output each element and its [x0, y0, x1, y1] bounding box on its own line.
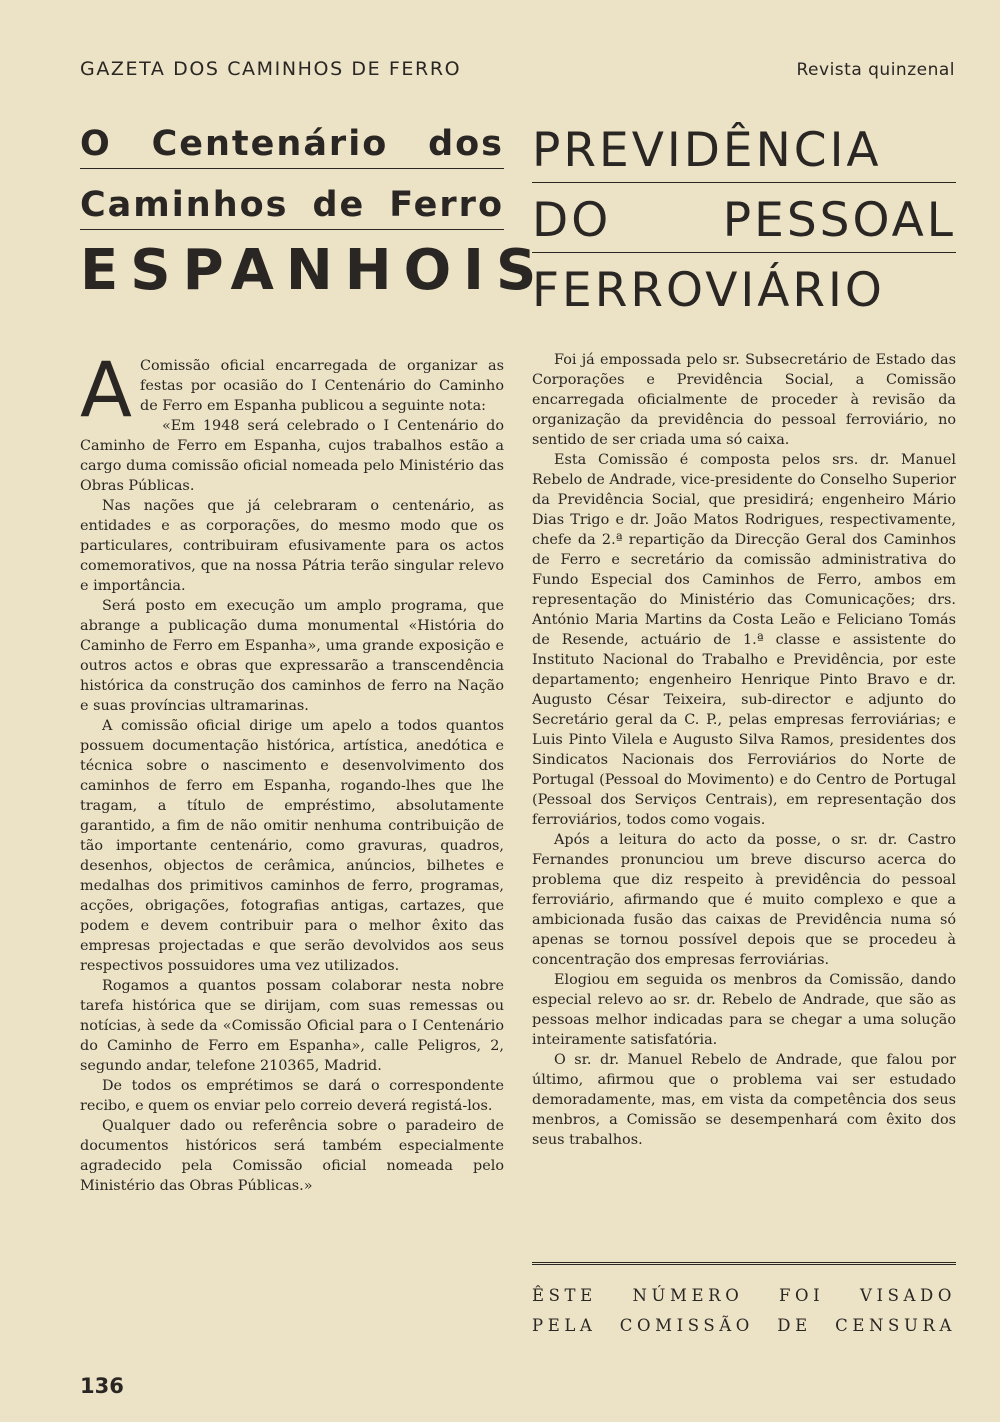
right-title-line1: PREVIDÊNCIA [532, 122, 956, 183]
censorship-line2: PELA COMISSÃO DE CENSURA [532, 1316, 956, 1335]
left-article-body [80, 345, 504, 1196]
left-title-line1: O Centenário dos [80, 122, 504, 169]
left-paragraph: «Em 1948 será celebrado o I Centenário do Caminho de Ferro em Espanha, cujos trabalhos estão a cargo duma comissão oficial nomeada pelo Ministério das Obras Públicas. [80, 418, 504, 494]
censorship-line1: ÊSTE NÚMERO FOI VISADO [532, 1286, 956, 1305]
running-head [80, 58, 955, 80]
drop-cap: A [80, 345, 132, 434]
right-paragraph: Elogiou em seguida os menbros da Comissão, dando especial relevo ao sr. dr. Rebelo de Andrade, que são as pessoas melhor indicadas para se chegar a uma solução inteiramente satisfatória. [532, 972, 956, 1048]
right-paragraph: O sr. dr. Manuel Rebelo de Andrade, que falou por último, afirmou que o problema vai ser estudado demoradamente, mas, em vista da competência dos seus menbros, a Comissão se desempenhará com êxito dos seus trabalhos. [532, 1052, 956, 1148]
left-paragraph: A comissão oficial dirige um apelo a todos quantos possuem documentação histórica, artística, anedótica e técnica sobre o nascimento e desenvolvimento dos caminhos de ferro em Espanha, rogando-lhes que lhe tragam, a título de empréstimo, absolutamente garantido, a fim de não omitir nenhuma contribuição de tão importante centenário, como gravuras, quadros, desenhos, objectos de cerâmica, anúncios, bilhetes e medalhas dos primitivos caminhos de ferro, programas, acções, obrigações, fotografias antigas, cartazes, que podem e devem contribuir para o melhor êxito das empresas projectadas e que serão devolvidos aos seus respectivos possuidores uma vez utilizados. [80, 718, 504, 974]
left-paragraph: Nas nações que já celebraram o centenário, as entidades e as corporações, do mesmo modo que os particulares, contribuiram efusivamente para os actos comemorativos, que na nossa Pátria terão singular relevo e importância. [80, 498, 504, 594]
left-paragraph: Rogamos a quantos possam colaborar nesta nobre tarefa histórica que se dirijam, com suas remessas ou notícias, à sede da «Comissão Oficial para o I Centenário do Caminho de Ferro em Espanha», calle Peligros, 2, segundo andar, telefone 210365, Madrid. [80, 978, 504, 1074]
issue-type: Revista quinzenal [796, 60, 955, 80]
left-paragraph: Qualquer dado ou referência sobre o paradeiro de documentos históricos será também especialmente agradecido pela Comissão oficial nomeada pelo Ministério das Obras Públicas.» [80, 1118, 504, 1194]
right-article-title [532, 122, 956, 331]
right-paragraph: Foi já empossada pelo sr. Subsecretário de Estado das Corporações e Previdência Social, a Comissão encarregada oficialmente de proceder à revisão da organização da previdência do pessoal ferroviário, no sentido de ser criada uma só caixa. [532, 352, 956, 448]
right-paragraph: Esta Comissão é composta pelos srs. dr. Manuel Rebelo de Andrade, vice-presidente do Conselho Superior da Previdência Social, que presidirá; engenheiro Mário Dias Trigo e dr. João Matos Rodrigues, respectivamente, chefe da 2.ª repartição da Direcção Geral dos Caminhos de Ferro e secretário da comissão administrativa do Fundo Especial dos Caminhos de Ferro, ambos em representação do Ministério das Comunicações; drs. António Maria Martins da Costa Leão e Feliciano Tomás de Resende, actuário de 1.ª classe e assistente do Instituto Nacional do Trabalho e Previdência, por este departamento; engenheiro Henrique Pinto Bravo e dr. Augusto César Teixeira, sub-director e adjunto do Secretário geral da C. P., pelas empresas ferroviárias; e Luis Pinto Vilela e Augusto Silva Ramos, presidentes dos Sindicatos Nacionais dos Ferroviários do Norte de Portugal (Pessoal do Movimento) e do Centro de Portugal (Pessoal dos Serviços Centrais), em representação dos ferroviários, todos como vogais. [532, 452, 956, 828]
left-article-title [80, 122, 549, 303]
left-paragraph: De todos os emprétimos se dará o correspondente recibo, e quem os enviar pelo correio deverá registá-los. [80, 1078, 504, 1114]
left-paragraph-text: Comissão oficial encarregada de organizar as festas por ocasião do I Centenário do Caminho de Ferro em Espanha publicou a seguinte nota: [140, 358, 504, 414]
left-paragraph: Será posto em execução um amplo programa, que abrange a publicação duma monumental «História do Caminho de Ferro em Espanha», uma grande exposição e outros actos e obras que expressarão a transcendência histórica da construção dos caminhos de ferro na Nação e suas províncias ultramarinas. [80, 598, 504, 714]
right-article-body [532, 350, 956, 1150]
censorship-notice [532, 1262, 956, 1341]
left-title-line2: Caminhos de Ferro [80, 183, 504, 230]
left-paragraph [80, 345, 504, 434]
right-title-line2: DO PESSOAL [532, 192, 956, 253]
left-title-line3: ESPANHOIS [80, 238, 549, 303]
right-paragraph: Após a leitura do acto da posse, o sr. dr. Castro Fernandes pronunciou um breve discurso acerca do problema que diz respeito à previdência do pessoal ferroviário, afirmando que é muito complexo e que a ambicionada fusão das caixas de Previdência numa só apenas se tornou possível depois que se procedeu à concentração dos empresas ferroviárias. [532, 832, 956, 968]
right-title-line3: FERROVIÁRIO [532, 263, 885, 318]
journal-title: GAZETA DOS CAMINHOS DE FERRO [80, 58, 462, 80]
page-number: 136 [80, 1374, 124, 1398]
